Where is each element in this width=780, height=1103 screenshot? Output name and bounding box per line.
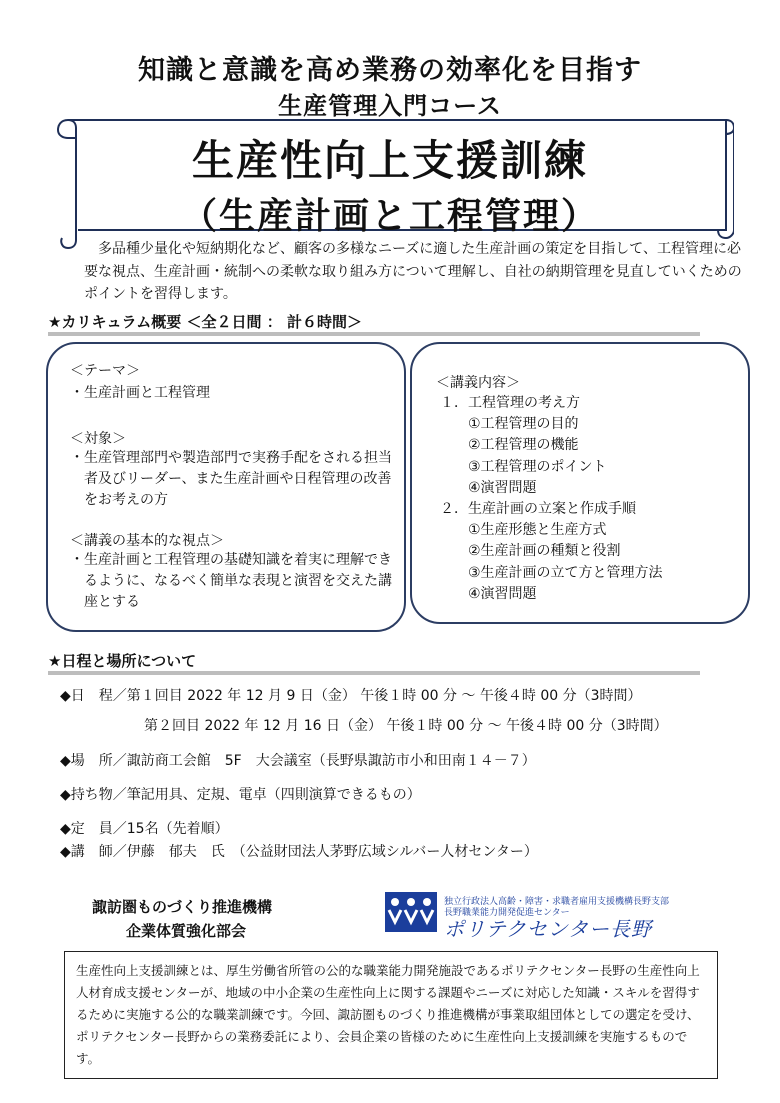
divider xyxy=(48,332,700,336)
intro-text: 多品種少量化や短納期化など、顧客の多様なニーズに適した生産計画の策定を目指して、工程管理に必要な視点、生産計画・統制への柔軟な取り組み方について理解し、自社の納期管理を見直していくためのポイントを習得します。 xyxy=(84,241,742,302)
divider xyxy=(48,671,700,675)
lecture-item: ③生産計画の立て方と管理方法 xyxy=(468,564,663,581)
target-text: ・生産管理部門や製造部門で実務手配をされる担当者及びリーダー、また生産計画や日程管理の改善をお考えの方 xyxy=(70,450,392,508)
viewpoint-heading: ＜講義の基本的な視点＞ xyxy=(70,533,224,549)
organizer-division: 企業体質強化部会 xyxy=(126,922,247,940)
polytech-logo-icon xyxy=(385,892,437,932)
polytech-org-line-2: 長野職業能力開発促進センター xyxy=(444,908,570,918)
main-title: 生産性向上支援訓練 xyxy=(191,136,588,185)
theme-heading: ＜テーマ＞ xyxy=(70,363,140,379)
lead-line-2: 生産管理入門コース xyxy=(278,92,502,120)
lead-line-1: 知識と意識を高め業務の効率化を目指す xyxy=(138,55,642,86)
polytech-org-line-1: 独立行政法人高齢・障害・求職者雇用支援機構長野支部 xyxy=(444,897,670,907)
polytech-name: ポリテクセンター長野 xyxy=(444,917,652,941)
schedule-lecturer: ◆講 師／伊藤 郁夫 氏 （公益財団法人茅野広域シルバー人材センター） xyxy=(60,844,538,860)
lecture-item: ④演習問題 xyxy=(468,585,537,602)
theme-text: ・生産計画と工程管理 xyxy=(70,385,210,401)
target-heading: ＜対象＞ xyxy=(70,431,126,447)
lecture-item: ②生産計画の種類と役割 xyxy=(468,543,621,560)
lecture-item: ③工程管理のポイント xyxy=(468,458,607,475)
schedule-items: ◆持ち物／筆記用具、定規、電卓（四則演算できるもの） xyxy=(60,787,421,803)
lecture-title: ２．生産計画の立案と作成手順 xyxy=(440,501,636,518)
schedule-capacity: ◆定 員／15名（先着順） xyxy=(60,821,229,837)
lecture-heading: ＜講義内容＞ xyxy=(436,375,520,391)
viewpoint-text: ・生産計画と工程管理の基礎知識を着実に理解できるように、なるべく簡単な表現と演習を交えた講座とする xyxy=(70,552,392,610)
lecture-item: ④演習問題 xyxy=(468,479,537,496)
footer-text: 生産性向上支援訓練とは、厚生労働省所管の公的な職業能力開発施設であるポリテクセンター長野の生産性向上人材育成支援センターが、地域の中小企業の生産性向上に関する課題やニーズに対応した知識・スキルを習得するために実施する公的な職業訓練です。今回、諏訪圏ものづくり推進機構が事業取組団体としての選定を受け、ポリテクセンター長野からの業務委託により、会員企業の皆様のために生産性向上支援訓練を実施するものです。 xyxy=(76,963,700,1066)
organizer-name: 諏訪圏ものづくり推進機構 xyxy=(92,898,273,916)
lecture-item: ①工程管理の目的 xyxy=(468,416,579,433)
schedule-heading: ★日程と場所について xyxy=(48,652,197,670)
lecture-title: １．工程管理の考え方 xyxy=(440,395,580,411)
schedule-date-1: ◆日 程／第１回目 2022 年 12 月 9 日（金） 午後１時 00 分 ～ 午後４時 00 分（3時間） xyxy=(60,688,642,704)
curriculum-heading: ★カリキュラム概要 ＜全２日間 ： 計６時間＞ xyxy=(48,313,362,331)
main-subtitle: （生産計画と工程管理） xyxy=(180,196,599,237)
lecture-item: ①生産形態と生産方式 xyxy=(468,522,607,539)
lecture-item: ②工程管理の機能 xyxy=(468,437,579,454)
lecture-list xyxy=(440,393,663,605)
schedule-date-2: 第２回目 2022 年 12 月 16 日（金） 午後１時 00 分 ～ 午後４時 00 分（3時間） xyxy=(144,718,668,734)
schedule-place: ◆場 所／諏訪商工会館 5F 大会議室（長野県諏訪市小和田南１４－７） xyxy=(60,753,536,769)
